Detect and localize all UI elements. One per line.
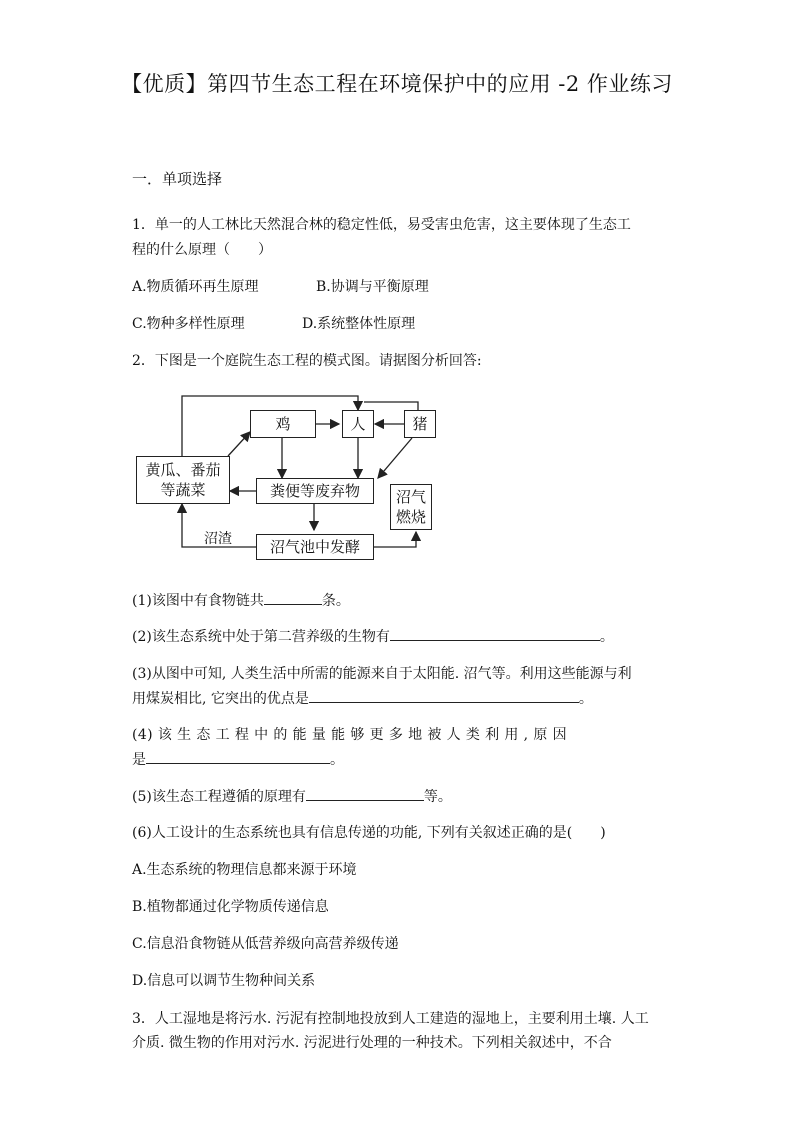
q2-sub3-suffix: 。: [578, 691, 593, 707]
node-pig: 猪: [404, 410, 436, 438]
q2-sub2: [132, 626, 614, 646]
section-heading: 一．单项选择: [132, 170, 223, 188]
q2-sub4-line1: (4) 该 生 态 工 程 中 的 能 量 能 够 更 多 地 被 人 类 利 用 , 原 因: [132, 727, 567, 743]
node-vegetables: 黄瓜、番茄等蔬菜: [136, 456, 230, 504]
q2-sub6: (6)人工设计的生态系统也具有信息传递的功能, 下列有关叙述正确的是( ): [132, 825, 606, 841]
document-title: 【优质】第四节生态工程在环境保护中的应用 -2 作业练习: [121, 72, 673, 96]
q2-sub1: [132, 590, 350, 610]
q2-sub2-suffix: 。: [599, 629, 614, 645]
answer-blank-1[interactable]: [264, 590, 322, 605]
q2-option-b: B.植物都通过化学物质传递信息: [132, 899, 329, 915]
node-waste: 粪便等废弃物: [256, 478, 374, 504]
q2-option-d: D.信息可以调节生物种间关系: [132, 973, 316, 989]
node-fermentation: 沼气池中发酵: [256, 534, 374, 560]
q1-option-a: A.物质循环再生原理: [132, 279, 259, 295]
q2-sub5: [132, 786, 452, 806]
answer-blank-4[interactable]: [146, 749, 330, 764]
q2-option-c: C.信息沿食物链从低营养级向高营养级传递: [132, 936, 399, 952]
q2-option-a: A.生态系统的物理信息都来源于环境: [132, 862, 357, 878]
node-chicken: 鸡: [250, 410, 316, 438]
q2-sub5-text: (5)该生态工程遵循的原理有: [132, 789, 306, 805]
q2-intro: 2．下图是一个庭院生态工程的模式图。请据图分析回答:: [132, 353, 482, 369]
q2-sub1-suffix: 条。: [321, 593, 350, 609]
q2-sub4-suffix: 。: [330, 752, 344, 768]
q2-sub3-line1: (3)从图中可知, 人类生活中所需的能源来自于太阳能. 沼气等。利用这些能源与利: [132, 666, 632, 682]
q2-sub2-text: (2)该生态系统中处于第二营养级的生物有: [132, 629, 390, 645]
q2-sub1-text: (1)该图中有食物链共: [132, 593, 264, 609]
q2-sub3-text: 用煤炭相比, 它突出的优点是: [132, 691, 309, 707]
label-residue: 沼渣: [204, 531, 232, 547]
node-biogas-burning: 沼气燃烧: [390, 484, 432, 530]
node-human: 人: [342, 410, 374, 438]
q2-sub4-text: 是: [132, 752, 146, 768]
answer-blank-3[interactable]: [309, 688, 579, 703]
ecology-diagram: [132, 384, 452, 574]
q1-stem-line2: 程的什么原理（ ）: [132, 242, 272, 258]
q1-option-d: D.系统整体性原理: [302, 316, 416, 332]
answer-blank-2[interactable]: [390, 626, 600, 641]
q1-stem-line1: 1．单一的人工林比天然混合林的稳定性低，易受害虫危害，这主要体现了生态工: [132, 217, 631, 233]
q1-option-c: C.物种多样性原理: [132, 316, 245, 332]
q3-stem: 3．人工湿地是将污水. 污泥有控制地投放到人工建造的湿地上，主要利用土壤. 人工介质. 微生物的作用对污水. 污泥进行处理的一种技术。下列相关叙述中，不合: [132, 1011, 649, 1051]
q1-option-b: B.协调与平衡原理: [316, 279, 429, 295]
q2-sub4-line2: [132, 749, 344, 769]
answer-blank-5[interactable]: [306, 786, 424, 801]
q2-sub3-line2: [132, 688, 593, 708]
q2-sub5-suffix: 等。: [423, 789, 452, 805]
